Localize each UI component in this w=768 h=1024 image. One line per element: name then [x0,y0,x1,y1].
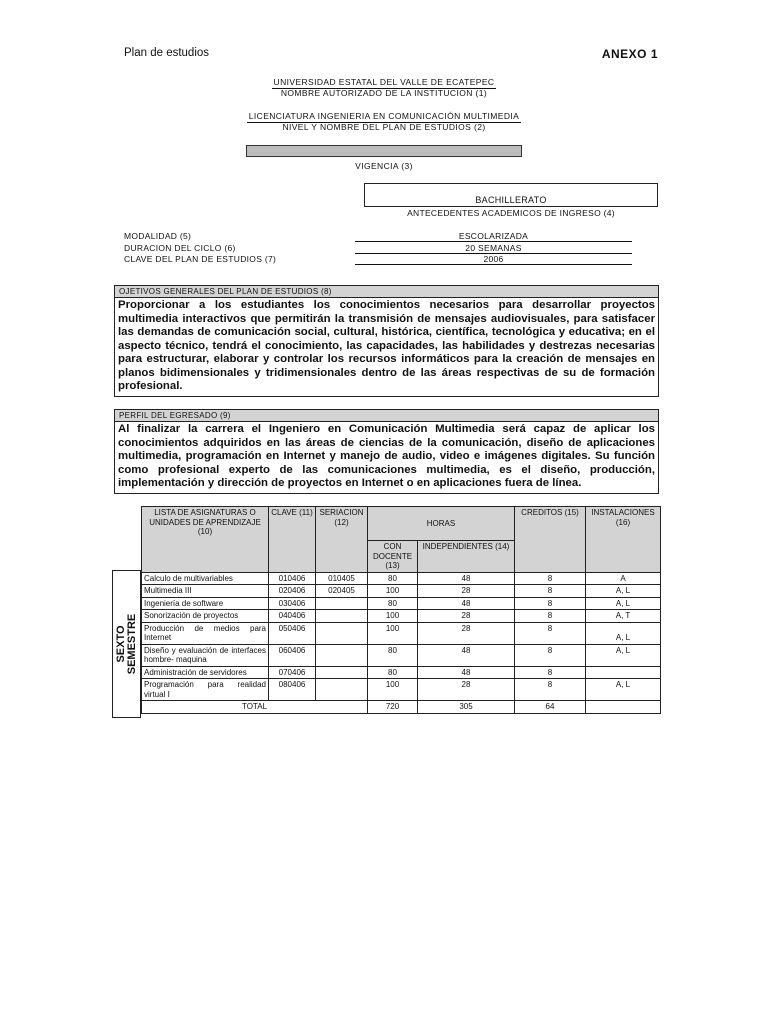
subjects-table [141,506,661,714]
annex-label: ANEXO 1 [601,47,658,61]
subject-creditos: 8 [515,666,586,679]
duracion-value: 20 SEMANAS [355,243,632,254]
col-header-creditos: CREDITOS (15) [515,507,586,573]
subject-creditos: 8 [515,679,586,701]
clave-plan-value: 2006 [355,254,632,265]
col-header-instalaciones: INSTALACIONES (16) [586,507,661,573]
perfil-section [114,409,659,494]
col-header-lista: LISTA DE ASIGNATURAS O UNIDADES DE APRENDIZAJE (10) [142,507,269,573]
subject-instalaciones: A, L [586,585,661,598]
subject-instalaciones: A, L [586,597,661,610]
subject-seriacion [316,679,368,701]
perfil-text: Al finalizar la carrera el Ingeniero en Comunicación Multimedia será capaz de aplicar los conocimientos adquiridos en las áreas de ciencias de la comunicación, diseño de aplicaciones multimedia, programación en Internet y manejo de audio, video e imágenes digitales. Su función como profesional experto de las comunicaciones multimedia, es el diseño, producción, implementación y dirección de proyectos en Internet o en aplicaciones fuera de línea. [118,423,655,489]
total-con-docente: 720 [368,701,418,714]
program-name: LICENCIATURA INGENIERIA EN COMUNICACIÓN MULTIMEDIA [248,111,520,121]
objetivos-text: Proporcionar a los estudiantes los conocimientos necesarios para desarrollar proyectos multimedia interactivos que permitirán la transmisión de mensajes audiovisuales, para satisfacer las demandas de comunicación social, cultural, histórica, científica, tecnológica y educativa; en el aspecto técnico, tendrá el conocimiento, las capacidades, las habilidades y destrezas necesarias para estructurar, elaborar y controlar los recursos informáticos para la creación de mensajes en planos bidimensionales y tridimensionales dentro de las áreas respectivas de su de formación profesional. [118,299,655,392]
duracion-label: DURACION DEL CICLO (6) [124,243,236,253]
subject-instalaciones: A, L [586,644,661,666]
subject-creditos: 8 [515,572,586,585]
subject-instalaciones: A, L [586,679,661,701]
subject-creditos: 8 [515,610,586,623]
subject-clave: 010406 [269,572,316,585]
subject-clave: 030406 [269,597,316,610]
subject-instalaciones: A, T [586,610,661,623]
subject-creditos: 8 [515,622,586,644]
col-header-con-docente: CON DOCENTE (13) [368,541,418,573]
col-header-horas: HORAS [368,507,515,541]
objetivos-heading: OJETIVOS GENERALES DEL PLAN DE ESTUDIOS (8) [115,286,658,298]
antecedentes-value: BACHILLERATO [475,195,547,205]
antecedentes-label: ANTECEDENTES ACADEMICOS DE INGRESO (4) [407,208,615,218]
table-row [142,622,661,644]
total-independientes: 305 [418,701,515,714]
subject-clave: 080406 [269,679,316,701]
subject-seriacion [316,610,368,623]
modalidad-value: ESCOLARIZADA [355,231,632,242]
subject-clave: 040406 [269,610,316,623]
subject-name: Diseño y evaluación de interfaces hombre- maquina [142,644,269,666]
institution-name: UNIVERSIDAD ESTATAL DEL VALLE DE ECATEPEC [273,77,495,87]
vigencia-label: VIGENCIA (3) [355,161,413,171]
table-row [142,610,661,623]
subject-con-docente: 80 [368,572,418,585]
subject-seriacion [316,622,368,644]
subject-independientes: 28 [418,585,515,598]
document-title: Plan de estudios [124,47,210,59]
col-header-independientes: INDEPENDIENTES (14) [418,541,515,573]
subject-independientes: 28 [418,679,515,701]
subject-independientes: 48 [418,597,515,610]
subject-clave: 050406 [269,622,316,644]
subject-name: Producción de medios para Internet [142,622,269,644]
table-row [142,666,661,679]
total-label: TOTAL [142,701,368,714]
subject-name: Sonorización de proyectos [142,610,269,623]
subject-con-docente: 80 [368,644,418,666]
subject-clave: 070406 [269,666,316,679]
subject-name: Programación para realidad virtual I [142,679,269,701]
col-header-clave: CLAVE (11) [269,507,316,573]
total-instalaciones [586,701,661,714]
subject-seriacion [316,666,368,679]
subject-instalaciones [586,666,661,679]
subject-independientes: 48 [418,572,515,585]
subject-independientes: 28 [418,610,515,623]
total-creditos: 64 [515,701,586,714]
col-header-seriacion: SERIACION (12) [316,507,368,573]
table-row [142,572,661,585]
subject-clave: 020406 [269,585,316,598]
semester-label-box [112,570,141,718]
modalidad-label: MODALIDAD (5) [124,231,192,241]
subject-seriacion: 010405 [316,572,368,585]
subject-independientes: 48 [418,644,515,666]
subject-clave: 060406 [269,644,316,666]
subject-name: Calculo de multivariables [142,572,269,585]
subject-seriacion: 020405 [316,585,368,598]
objetivos-section [114,285,659,397]
subject-independientes: 28 [418,622,515,644]
subject-seriacion [316,597,368,610]
subject-creditos: 8 [515,585,586,598]
subject-con-docente: 100 [368,585,418,598]
institution-label: NOMBRE AUTORIZADO DE LA INSTITUCION (1) [280,88,488,98]
vigencia-field [246,145,522,157]
subject-con-docente: 80 [368,597,418,610]
subject-con-docente: 100 [368,679,418,701]
total-row [142,701,661,714]
antecedentes-box [364,183,658,207]
table-row [142,597,661,610]
program-label: NIVEL Y NOMBRE DEL PLAN DE ESTUDIOS (2) [282,122,486,132]
subject-name: Multimedia III [142,585,269,598]
table-row [142,679,661,701]
table-row [142,644,661,666]
table-row [142,585,661,598]
subject-creditos: 8 [515,597,586,610]
subject-independientes: 48 [418,666,515,679]
subject-con-docente: 100 [368,610,418,623]
subject-con-docente: 100 [368,622,418,644]
subject-instalaciones: A [586,572,661,585]
subject-name: Ingeniería de software [142,597,269,610]
perfil-heading: PERFIL DEL EGRESADO (9) [115,410,658,422]
subject-instalaciones: A, L [586,622,661,644]
subject-seriacion [316,644,368,666]
subject-con-docente: 80 [368,666,418,679]
semester-label: SEXTO SEMESTRE [114,613,138,675]
subject-name: Administración de servidores [142,666,269,679]
subject-creditos: 8 [515,644,586,666]
clave-plan-label: CLAVE DEL PLAN DE ESTUDIOS (7) [124,254,277,264]
